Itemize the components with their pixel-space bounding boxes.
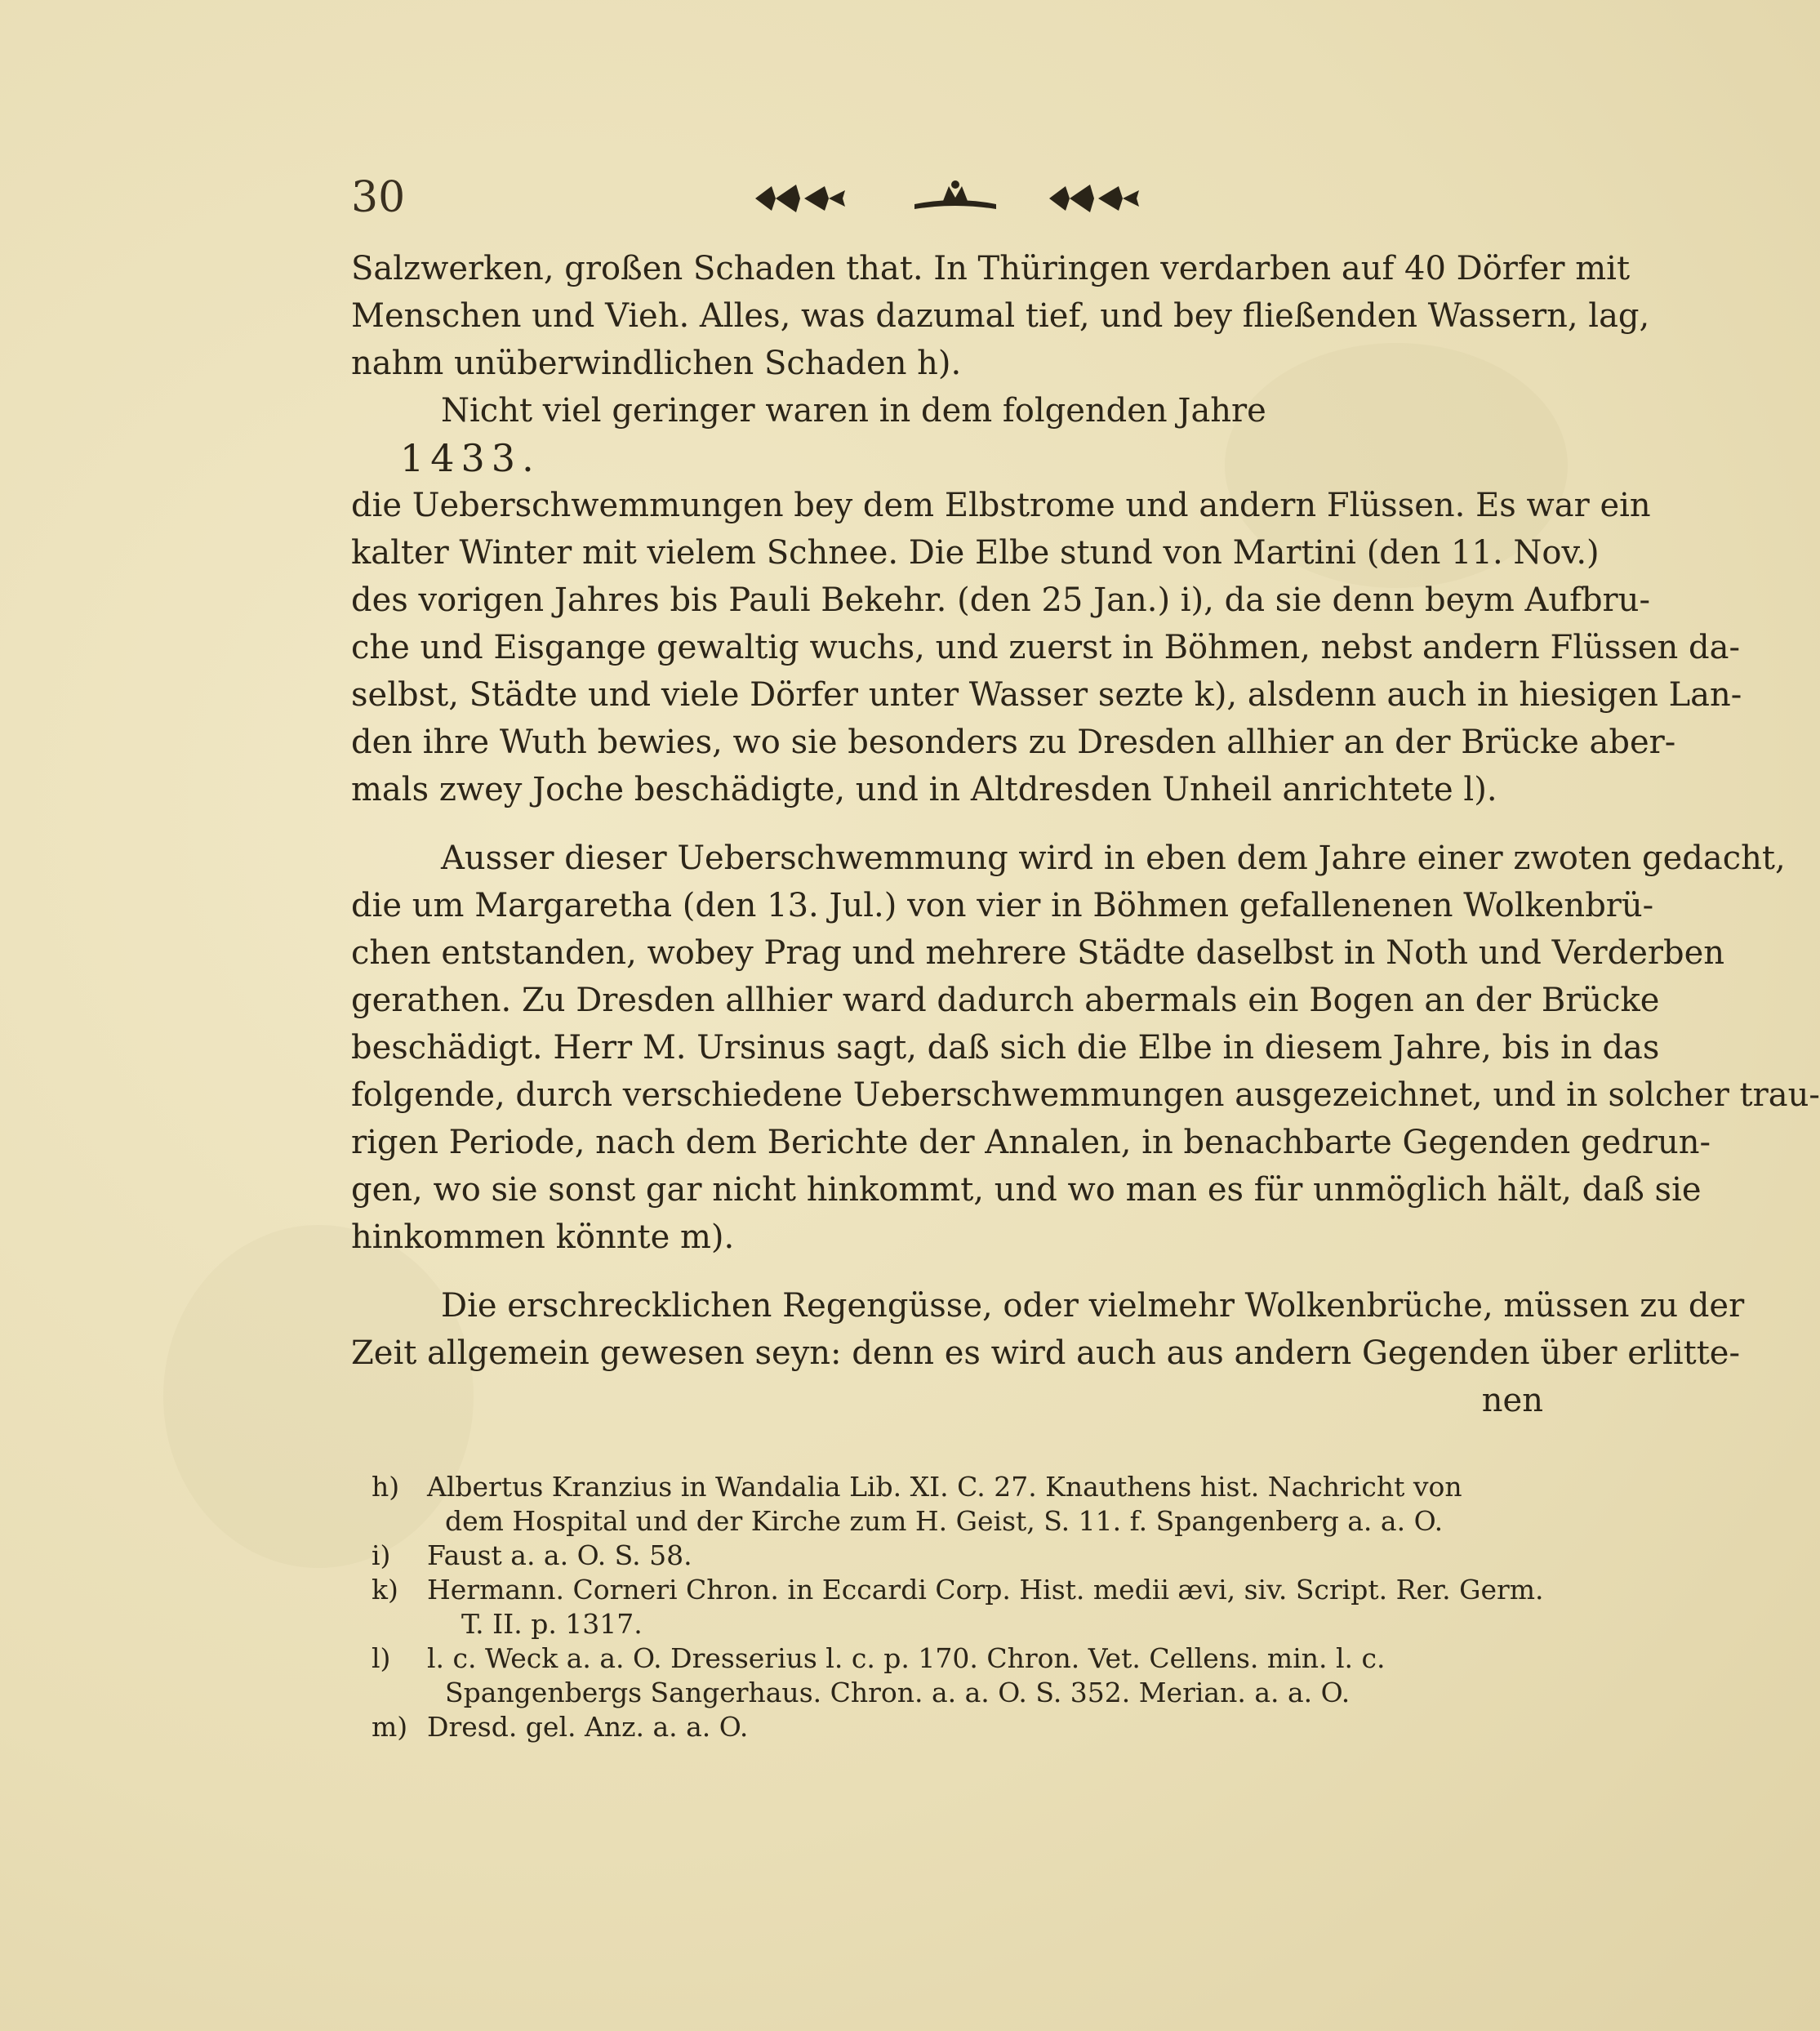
- text-line: beschädigt. Herr M. Ursinus sagt, daß sich die Elbe in diesem Jahre, bis in das: [351, 1029, 1660, 1067]
- text-line: kalter Winter mit vielem Schnee. Die Elbe stund von Martini (den 11. Nov.): [351, 534, 1600, 572]
- footnote-continuation: dem Hospital und der Kirche zum H. Geist, S. 11. f. Spangenberg a. a. O.: [445, 1505, 1444, 1537]
- footnote: [372, 1710, 1539, 1744]
- text-line: gen, wo sie sonst gar nicht hinkommt, und wo man es für unmöglich hält, daß sie: [351, 1171, 1702, 1209]
- footnote-marker: l): [372, 1642, 391, 1674]
- footnotes: [372, 1470, 1544, 1744]
- text-line: gerathen. Zu Dresden allhier ward dadurch abermals ein Bogen an der Brücke: [351, 982, 1660, 1019]
- text-line: hinkommen könnte m).: [351, 1218, 735, 1256]
- main-text: [351, 245, 1820, 1424]
- footnote: [372, 1539, 1539, 1573]
- text-line: rigen Periode, nach dem Berichte der Annalen, in benachbarte Gegenden gedrun-: [351, 1124, 1711, 1161]
- floral-ornament-icon: [1045, 178, 1143, 219]
- text-line: selbst, Städte und viele Dörfer unter Wasser sezte k), alsdenn auch in hiesigen Lan-: [351, 676, 1742, 714]
- page-number: 30: [351, 173, 406, 222]
- footnote-marker: k): [372, 1574, 398, 1606]
- footnote-text: Faust a. a. O. S. 58.: [427, 1539, 692, 1571]
- footnote: [372, 1470, 1539, 1504]
- paragraph: [351, 835, 1820, 1261]
- page-header: [351, 173, 1551, 230]
- year-heading: 1433.: [400, 436, 541, 480]
- footnote-text: l. c. Weck a. a. O. Dresserius l. c. p. 170. Chron. Vet. Cellens. min. l. c.: [427, 1642, 1386, 1674]
- text-line: den ihre Wuth bewies, wo sie besonders zu Dresden allhier an der Brücke aber-: [351, 724, 1676, 761]
- text-line: Zeit allgemein gewesen seyn: denn es wird auch aus andern Gegenden über erlitte-: [351, 1334, 1740, 1372]
- paragraph: [351, 387, 1543, 434]
- footnote-text: Albertus Kranzius in Wandalia Lib. XI. C. 27. Knauthens hist. Nachricht von: [427, 1471, 1462, 1503]
- floral-ornament-icon: [751, 178, 849, 219]
- text-line: folgende, durch verschiedene Ueberschwemmungen ausgezeichnet, und in solcher trau-: [351, 1076, 1820, 1114]
- paragraph: [351, 1282, 1745, 1377]
- text-line: chen entstanden, wobey Prag und mehrere Städte daselbst in Noth und Verderben: [351, 934, 1725, 972]
- footnote-marker: m): [372, 1711, 408, 1743]
- footnote: [372, 1573, 1544, 1607]
- footnote-marker: i): [372, 1539, 391, 1571]
- text-line: Nicht viel geringer waren in dem folgenden Jahre: [441, 392, 1266, 430]
- text-line: che und Eisgange gewaltig wuchs, und zuerst in Böhmen, nebst andern Flüssen da-: [351, 629, 1740, 666]
- text-line: die um Margaretha (den 13. Jul.) von vier in Böhmen gefallenenen Wolkenbrü-: [351, 887, 1654, 924]
- text-line: nahm unüberwindlichen Schaden h).: [351, 345, 962, 382]
- paragraph: [351, 245, 1650, 387]
- paragraph: [351, 434, 1742, 813]
- footnote-continuation: Spangenbergs Sangerhaus. Chron. a. a. O. S. 352. Merian. a. a. O.: [445, 1677, 1351, 1708]
- text-line: die Ueberschwemmungen bey dem Elbstrome und andern Flüssen. Es war ein: [351, 487, 1651, 524]
- text-line: Menschen und Vieh. Alles, was dazumal tief, und bey fließenden Wassern, lag,: [351, 297, 1650, 335]
- footnote-continuation: T. II. p. 1317.: [461, 1608, 643, 1640]
- footnote: [372, 1641, 1539, 1676]
- text-line: Die erschrecklichen Regengüsse, oder vielmehr Wolkenbrüche, müssen zu der: [441, 1287, 1745, 1325]
- text-line: mals zwey Joche beschädigte, und in Altdresden Unheil anrichtete l).: [351, 771, 1497, 808]
- crown-ornament-icon: [906, 178, 1004, 219]
- text-line: Ausser dieser Ueberschwemmung wird in eben dem Jahre einer zwoten gedacht,: [441, 840, 1786, 877]
- catchword: nen: [1481, 1382, 1543, 1419]
- footnote-text: Hermann. Corneri Chron. in Eccardi Corp. Hist. medii ævi, siv. Script. Rer. Germ.: [427, 1574, 1544, 1606]
- text-line: des vorigen Jahres bis Pauli Bekehr. (den 25 Jan.) i), da sie denn beym Aufbru-: [351, 581, 1650, 619]
- footnote-text: Dresd. gel. Anz. a. a. O.: [427, 1711, 749, 1743]
- footnote-marker: h): [372, 1471, 400, 1503]
- text-line: Salzwerken, großen Schaden that. In Thüringen verdarben auf 40 Dörfer mit: [351, 250, 1631, 287]
